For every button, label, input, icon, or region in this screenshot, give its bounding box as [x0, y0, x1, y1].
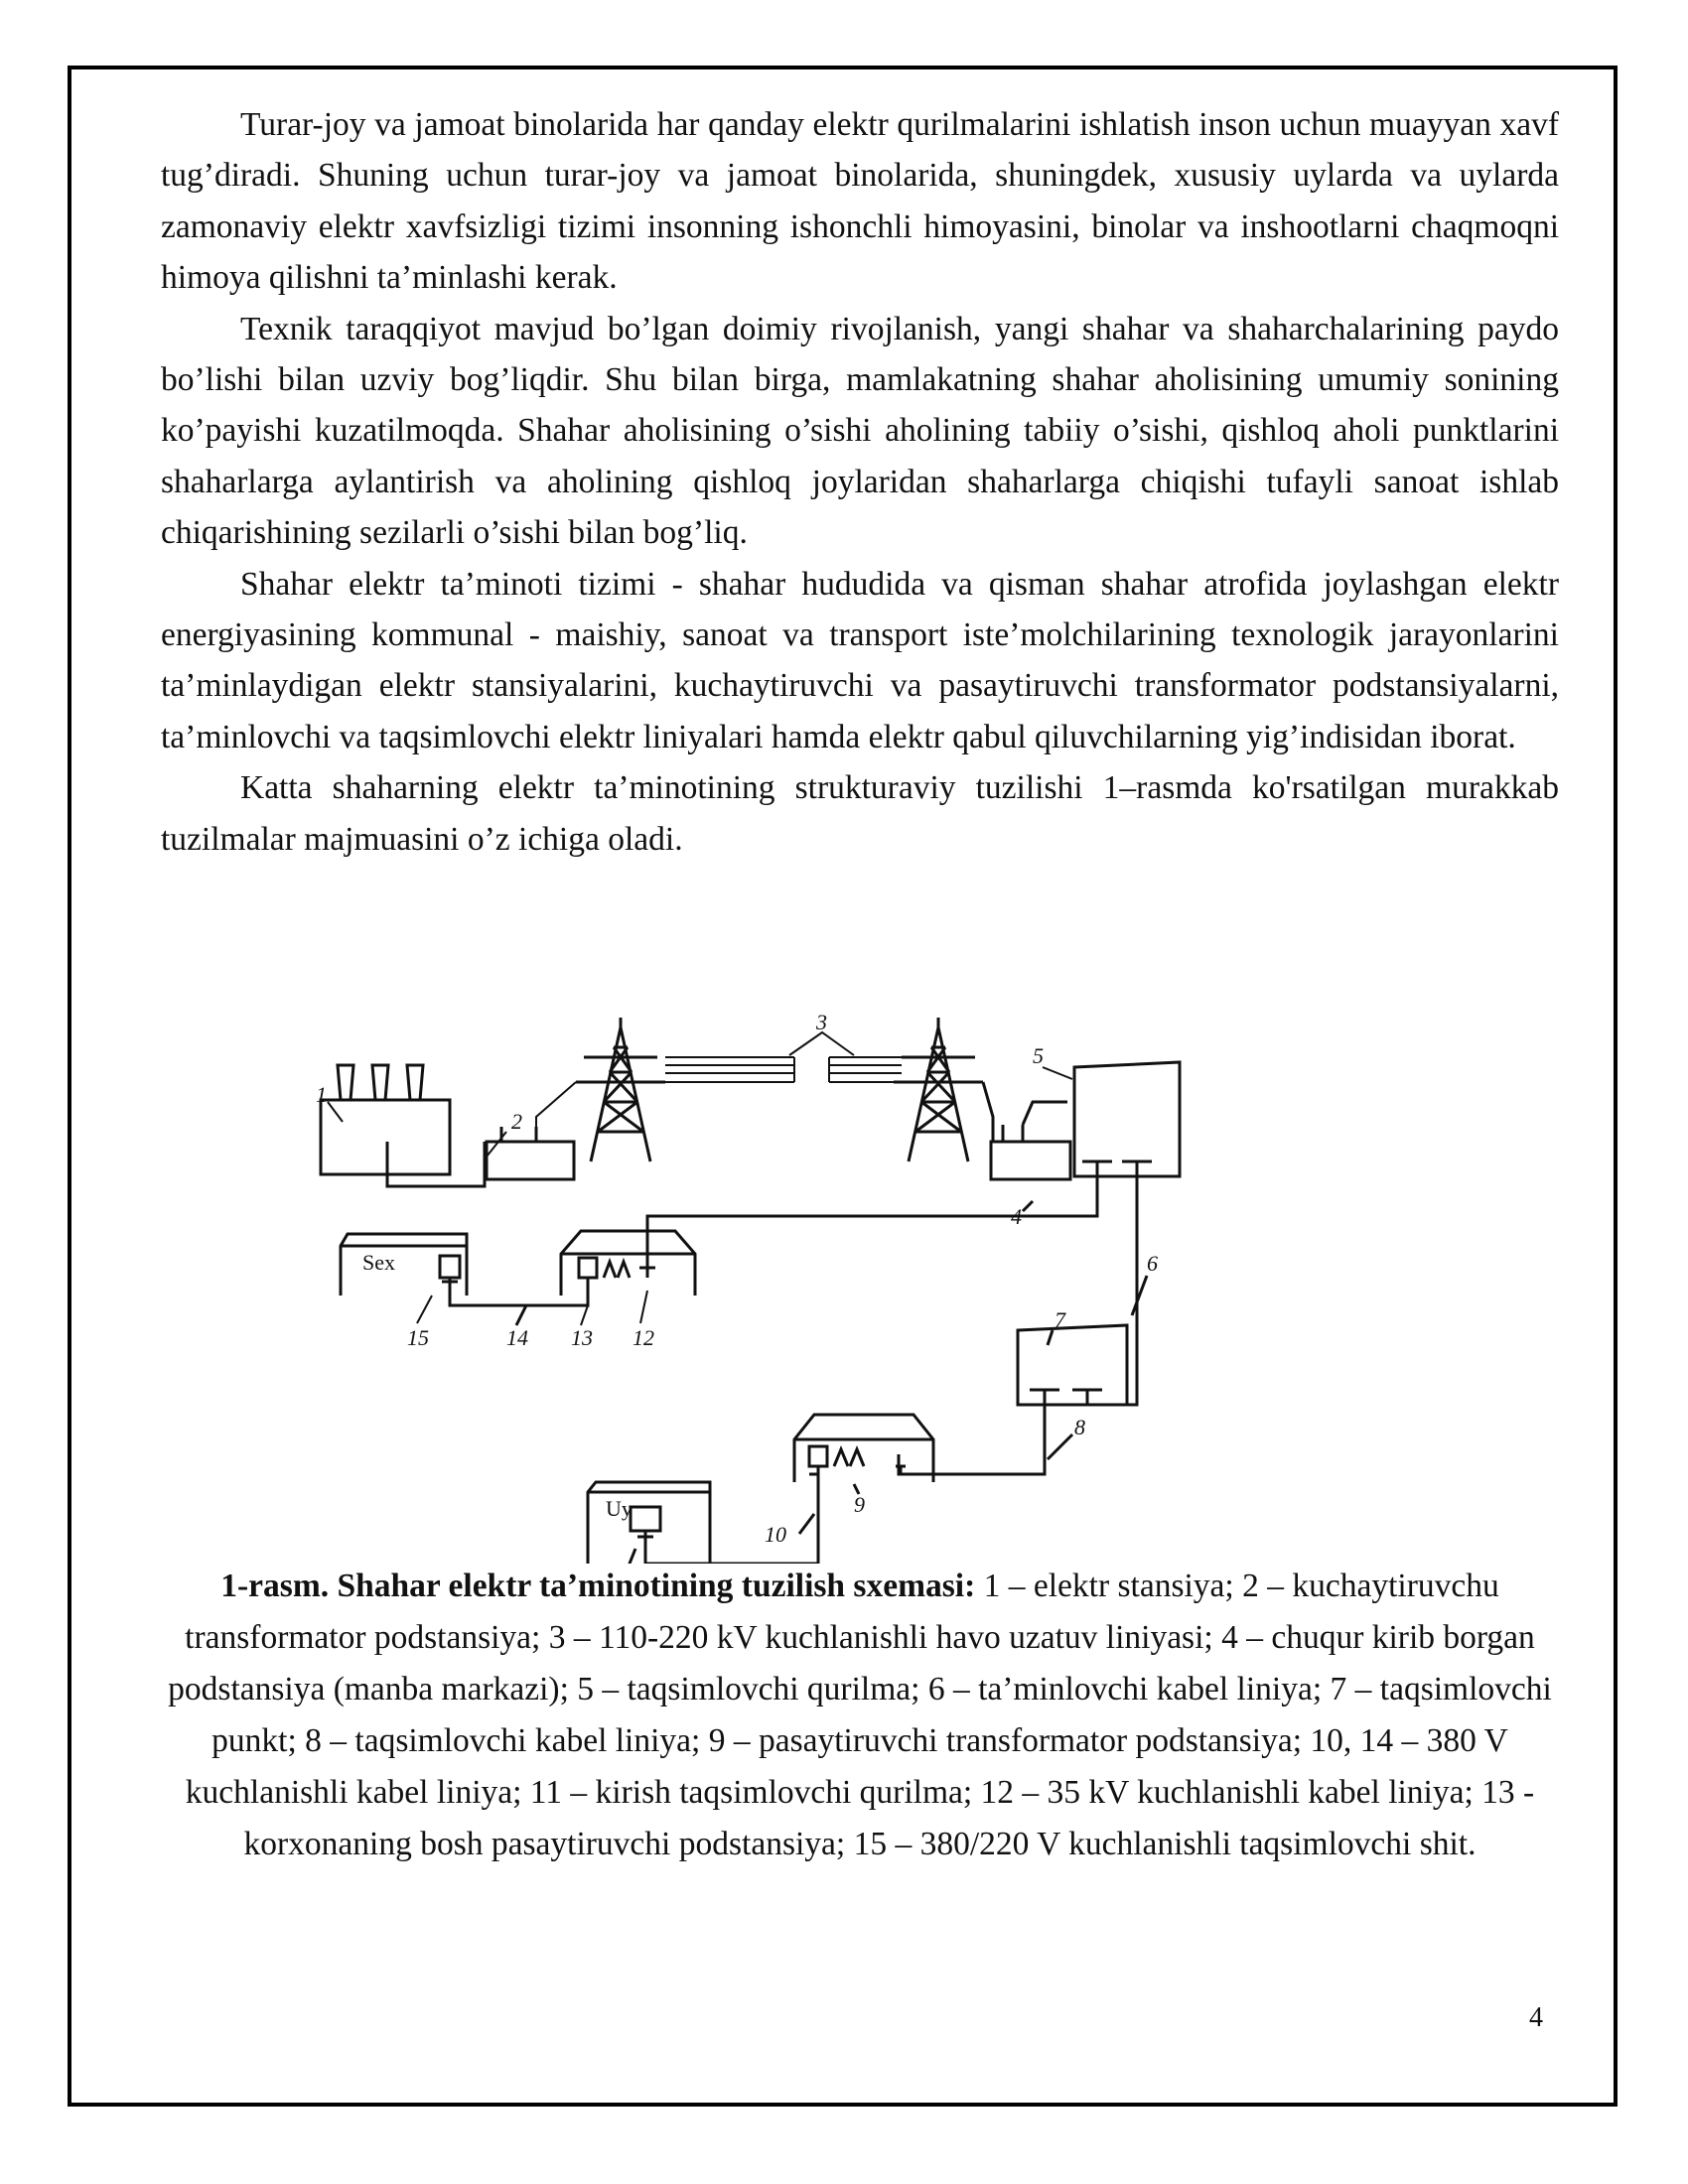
distribution-device	[647, 1062, 1180, 1268]
paragraph-4: Katta shaharning elektr ta’minotining strukturaviy tuzilishi 1–rasmda ko'rsatilgan murakkab tuzilmalar majmuasini o’z ichiga oladi.	[161, 769, 1559, 858]
paragraph-1: Turar-joy va jamoat binolarida har qanday elektr qurilmalarini ishlatish inson uchun muayyan xavf tug’diradi. Shuning uchun turar-joy va jamoat binolarida, shuningdek, xususiy uylarda va uylarda zamonaviy elektr xavfsizligi tizimi insonning ishonchli himoyasini, binolar va inshootlarni chaqmoqni himoya qilishni ta’minlashi kerak.	[161, 106, 1559, 297]
label-3: 3	[816, 1010, 827, 1034]
power-supply-diagram	[238, 1008, 1311, 1564]
label-10: 10	[765, 1522, 786, 1547]
label-15: 15	[407, 1325, 429, 1350]
feeder-cable	[1067, 1176, 1147, 1405]
paragraph-2: Texnik taraqqiyot mavjud bo’lgan doimiy rivojlanish, yangi shahar va shaharchalarining paydo bo’lishi bilan uzviy bog’liqdir. Shu bilan birga, mamlakatning shahar aholisining umumiy sonining ko’payishi kuzatilmoqda. Shahar aholisining o’sishi aholining tabiiy o’sishi, qishloq aholi punktlarini shaharlarga aylantirish va aholining qishloq joylaridan shaharlarga chiqishi tufayli sanoat ishlab chiqarishining sezilarli o’sishi bilan bog’liq.	[161, 310, 1559, 552]
factory-substation	[561, 1231, 695, 1296]
label-6: 6	[1147, 1251, 1158, 1276]
label-1: 1	[316, 1082, 327, 1107]
body-text	[161, 99, 1559, 865]
label-7: 7	[1055, 1307, 1065, 1332]
label-8: 8	[1074, 1415, 1085, 1439]
label-2: 2	[511, 1109, 522, 1134]
step-up-substation	[387, 1127, 574, 1186]
house	[588, 1482, 710, 1564]
overhead-line	[536, 1032, 902, 1127]
figure-caption	[161, 1561, 1559, 1870]
label-5: 5	[1033, 1043, 1044, 1068]
low-voltage-cable-10	[645, 1474, 818, 1564]
leader-lines	[328, 1067, 1072, 1325]
cable-14	[450, 1286, 588, 1325]
deep-entry-substation	[983, 1082, 1070, 1211]
page-number: 4	[1529, 2002, 1543, 2033]
paragraph-3: Shahar elektr ta’minoti tizimi - shahar hududida va qisman shahar atrofida joylashgan elektr energiyasining kommunal - maishiy, sanoat va transport iste’molchilarining texnologik jarayonlarini ta’minlaydigan elektr stansiyalarini, kuchaytiruvchi va pasaytiruvchi transformator podstansiyalarni, ta’minlovchi va taqsimlovchi elektr liniyalari hamda elektr qabul qiluvchilarning yig’indisidan iborat.	[161, 565, 1559, 755]
transmission-tower-left	[576, 1018, 665, 1161]
workshop-label: Sex	[362, 1250, 395, 1275]
label-13: 13	[571, 1325, 593, 1350]
caption-text: 1 – elektr stansiya; 2 – kuchaytiruvchu transformator podstansiya; 3 – 110-220 kV kuchlanishli havo uzatuv liniyasi; 4 – chuqur kirib borgan podstansiya (manba markazi); 5 – taqsimlovchi qurilma; 6 – ta’minlovchi kabel liniya; 7 – taqsimlovchi punkt; 8 – taqsimlovchi kabel liniya; 9 – pasaytiruvchi transformator podstansiya; 10, 14 – 380 V kuchlanishli kabel liniya; 11 – kirish taqsimlovchi qurilma; 12 – 35 kV kuchlanishli kabel liniya; 13 - korxonaning bosh pasaytiruvchi podstansiya; 15 – 380/220 V kuchlanishli taqsimlovchi shit.	[168, 1568, 1552, 1862]
distribution-point	[1018, 1325, 1127, 1405]
label-14: 14	[506, 1325, 528, 1350]
transmission-tower-right	[894, 1018, 983, 1161]
workshop	[341, 1234, 467, 1296]
label-4: 4	[1011, 1204, 1022, 1229]
step-down-substation	[794, 1415, 933, 1494]
label-12: 12	[633, 1325, 654, 1350]
caption-title: 1-rasm. Shahar elektr ta’minotining tuzilish sxemasi:	[220, 1568, 976, 1604]
label-9: 9	[854, 1492, 865, 1517]
house-label: Uy	[606, 1496, 633, 1521]
